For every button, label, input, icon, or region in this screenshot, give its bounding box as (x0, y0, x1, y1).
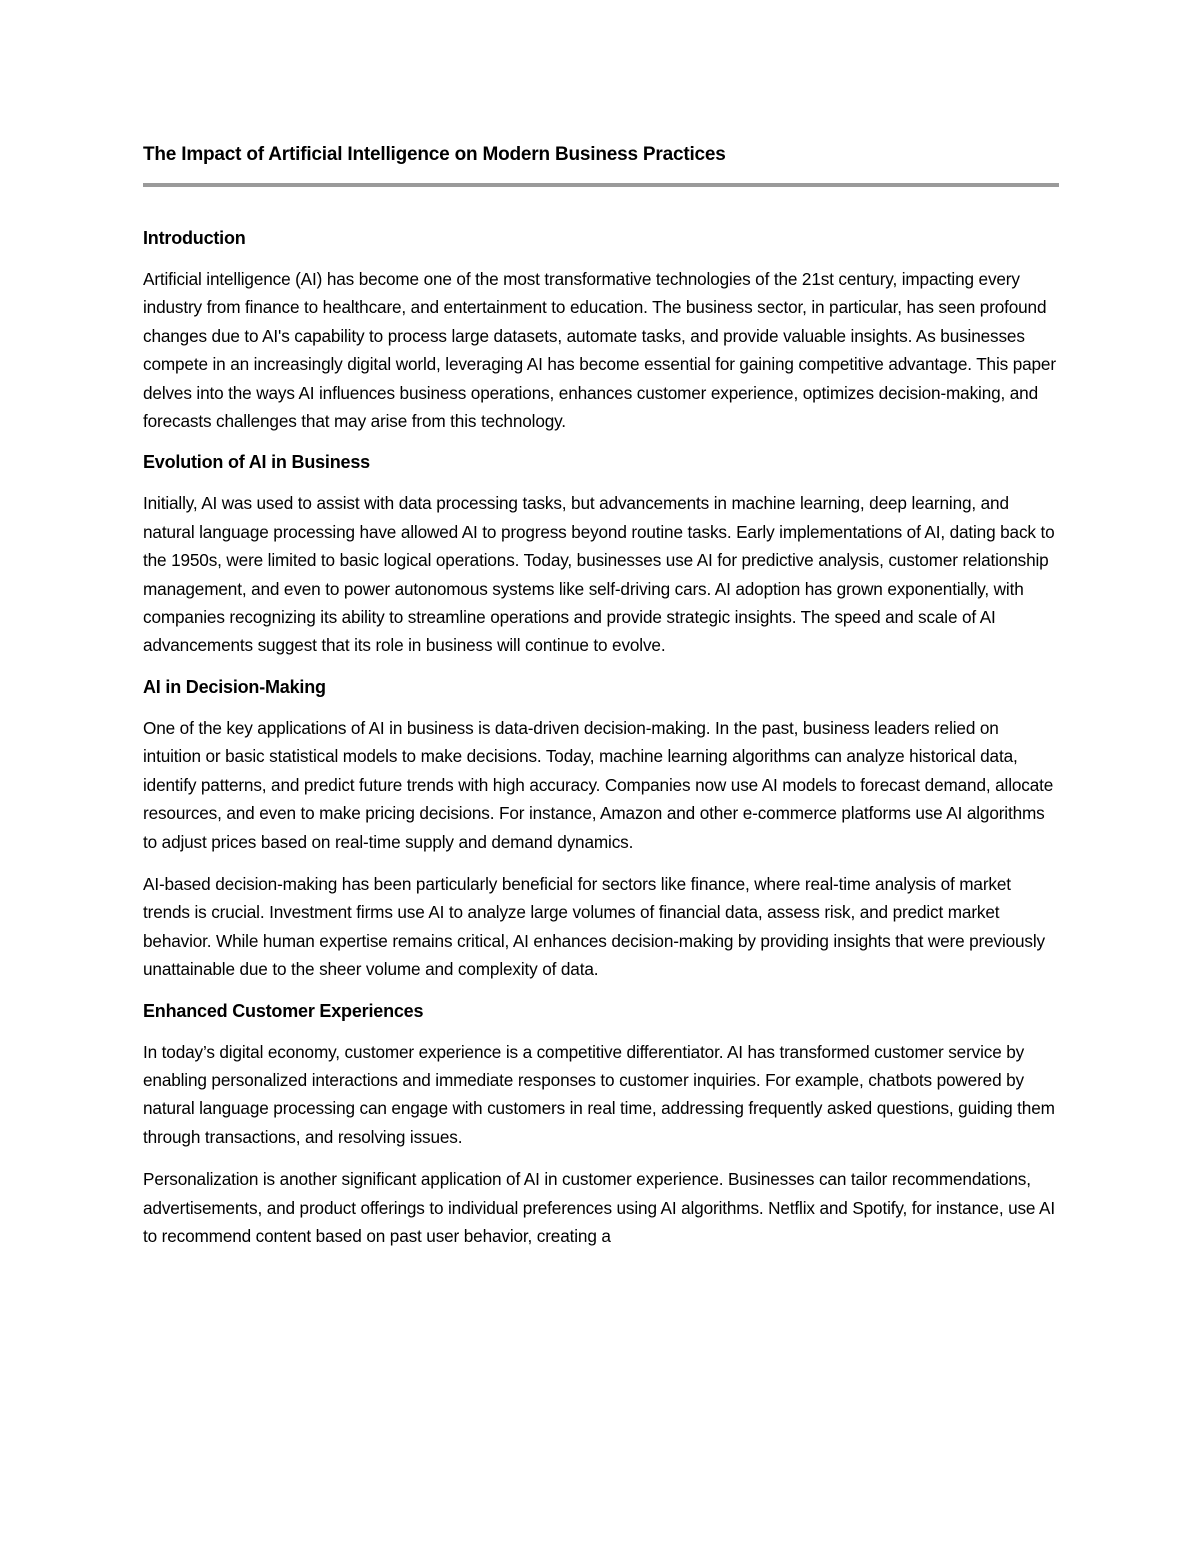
section-heading: Evolution of AI in Business (143, 452, 370, 473)
section-introduction (143, 225, 1059, 435)
section-heading: Enhanced Customer Experiences (143, 1000, 424, 1021)
paragraph: In today’s digital economy, customer experience is a competitive differentiator. AI has transformed customer service by enabling personalized interactions and immediate responses to customer inquiries. For example, chatbots powered by natural language processing can engage with customers in real time, addressing frequently asked questions, guiding them through transactions, and resolving issues. (143, 1041, 1055, 1147)
paragraph: Personalization is another significant application of AI in customer experience. Businesses can tailor recommendations, advertisements, and product offerings to individual preferences using AI algorithms. Netflix and Spotify, for instance, use AI to recommend content based on past user behavior, creating a (143, 1169, 1055, 1246)
title-divider (143, 183, 1059, 187)
section-heading: AI in Decision-Making (143, 676, 326, 697)
paragraph: AI-based decision-making has been particularly beneficial for sectors like finance, where real-time analysis of market trends is crucial. Investment firms use AI to analyze large volumes of financial data, assess risk, and predict market behavior. While human expertise remains critical, AI enhances decision-making by providing insights that were previously unattainable due to the sheer volume and complexity of data. (143, 873, 1045, 980)
document-title: The Impact of Artificial Intelligence on Modern Business Practices (143, 144, 726, 165)
paragraph: Artificial intelligence (AI) has become one of the most transformative technologies of the 21st century, impacting every industry from finance to healthcare, and entertainment to education. The business sector, in particular, has seen profound changes due to AI's capability to process large datasets, automate tasks, and provide valuable insights. As businesses compete in an increasingly digital world, leveraging AI has become essential for gaining competitive advantage. This paper delves into the ways AI influences business operations, enhances customer experience, optimizes decision-making, and forecasts challenges that may arise from this technology. (143, 269, 1056, 432)
paragraph: Initially, AI was used to assist with data processing tasks, but advancements in machine learning, deep learning, and natural language processing have allowed AI to progress beyond routine tasks. Early implementations of AI, dating back to the 1950s, were limited to basic logical operations. Today, businesses use AI for predictive analysis, customer relationship management, and even to power autonomous systems like self-driving cars. AI adoption has grown exponentially, with companies recognizing its ability to streamline operations and provide strategic insights. The speed and scale of AI advancements suggest that its role in business will continue to evolve. (143, 493, 1055, 656)
section-heading: Introduction (143, 228, 246, 248)
section-evolution (143, 449, 1059, 659)
paragraph: One of the key applications of AI in business is data-driven decision-making. In the past, business leaders relied on intuition or basic statistical models to make decisions. Today, machine learning algorithms can analyze historical data, identify patterns, and predict future trends with high accuracy. Companies now use AI models to forecast demand, allocate resources, and even to make pricing decisions. For instance, Amazon and other e-commerce platforms use AI algorithms to adjust prices based on real-time supply and demand dynamics. (143, 717, 1054, 852)
section-decision-making (143, 674, 1059, 984)
document-page (143, 141, 1059, 1264)
section-customer-experiences (143, 998, 1059, 1251)
